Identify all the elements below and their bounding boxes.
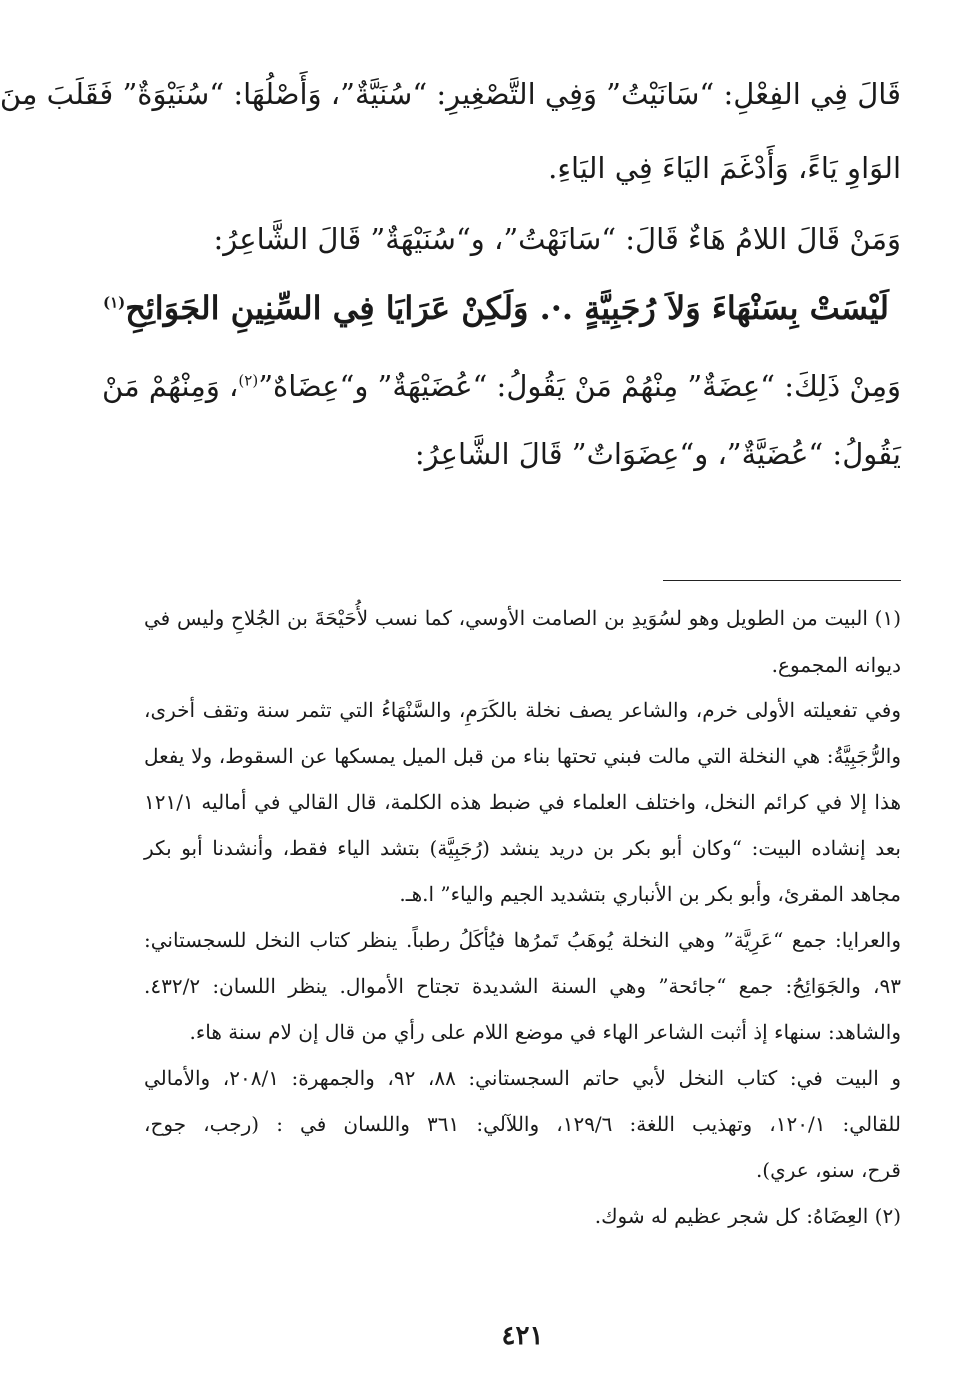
footnote-line-3: وفي تفعيلته الأولى خرم، والشاعر يصف نخلة بالكَرَمِ، والسَّنْهَاءُ التي تثمر سنة وتقف أخرى،	[144, 698, 901, 722]
footnote-ref-2: (٢)	[238, 371, 259, 390]
page-number: ٤٢١	[501, 1321, 544, 1351]
footnote-line-1: (١) البيت من الطويل وهو لسُوَيدِ بن الصامت الأوسي، كما نسب لأُحَيْحَةَ بن الجُلاحِ وليس في	[144, 606, 901, 630]
footnote-line-13: قرح، سنو، عري).	[755, 1158, 901, 1182]
body-line-2: الوَاوِ يَاءً، وَأَدْغَمَ اليَاءَ فِي اليَاءِ.	[548, 151, 901, 185]
footnote-line-5: هذا إلا في كرائم النخل، واختلف العلماء في ضبط هذه الكلمة، قال القالي في أماليه ١٢١/١	[144, 790, 901, 814]
footnote-line-12: للقالي: ١٢٠/١، وتهذيب اللغة: ١٢٩/٦، واللآلي: ٣٦١ واللسان في : (رجب، جوح،	[144, 1112, 901, 1136]
body-line-6: يَقُولُ: “عُضَيَّةٌ”، و“عِضَوَاتٌ” قَالَ الشَّاعِرُ:	[414, 437, 901, 471]
footnote-line-9: ٩٣، والجَوَائِحُ: جمع “جائحة” وهي السنة الشديدة تجتاح الأموال. ينظر اللسان: ٤٣٢/٢.	[144, 974, 901, 998]
body-line-5	[102, 366, 901, 406]
footnote-separator	[663, 580, 901, 581]
footnote-line-10: والشاهد: سنهاء إذ أثبت الشاعر الهاء في موضع اللام على رأي من قال إن لام سنة هاء.	[189, 1020, 901, 1044]
footnote-line-2: ديوانه المجموع.	[771, 653, 901, 677]
footnote-ref-1: (١)	[102, 293, 126, 312]
footnote-line-6: بعد إنشاده البيت: “وكان أبو بكر بن دريد ينشد (رُجَبِيَّة) بتشد الياء فقط، وأنشدنا أبو بكر	[144, 836, 901, 860]
footnote-line-8: والعرايا: جمع “عَرِيَّة” وهي النخلة يُوهَبُ تَمرُها فيُأكَلُ رطباً. ينظر كتاب النخل للسجستاني:	[144, 928, 901, 952]
footnote-line-11: و البيت في: كتاب النخل لأبي حاتم السجستاني: ٨٨، ٩٢، والجمهرة: ٢٠٨/١، والأمالي	[144, 1066, 902, 1090]
verse-text: لَيْسَتْ بِسَنْهَاءَ وَلاَ رُجَبِيَّةٍ .·. وَلَكِنْ عَرَايَا فِي السِّنِينِ الجَوَائِحِ	[125, 289, 889, 327]
footnote-line-4: والرُّجَبِيَّةُ: هي النخلة التي مالت فبني تحتها بناء من قبل الميل يمسكها عن السقوط، ولا يفعل	[144, 744, 901, 768]
body-line-1: قَالَ فِي الفِعْلِ: “سَانَيْتُ” وَفِي التَّصْغِيرِ: “سُنَيَّةٌ”، وَأَصْلُهَا: “سُنَيْوَةٌ” فَقَلَبَ مِنَ	[0, 77, 901, 111]
body-line-3: وَمَنْ قَالَ اللامُ هَاءٌ قَالَ: “سَانَهْتُ”، و“سُنَيْهَةٌ” قَالَ الشَّاعِرُ:	[213, 222, 901, 256]
footnote-line-14: (٢) العِضَاهُ: كل شجر عظيم له شوك.	[594, 1204, 901, 1228]
body-line-5-a: وَمِنْ ذَلِكَ: “عِضَةٌ” مِنْهُمْ مَنْ يَقُولُ: “عُضَيْهَةٌ” و“عِضَاهٌ”	[258, 369, 901, 403]
poetry-verse	[102, 286, 889, 330]
body-line-5-b: ، وَمِنْهُمْ مَنْ	[102, 369, 239, 403]
footnote-line-7: مجاهد المقرئ، وأبو بكر بن الأنباري بتشديد الجيم والياء” ا.هـ.	[399, 882, 901, 906]
